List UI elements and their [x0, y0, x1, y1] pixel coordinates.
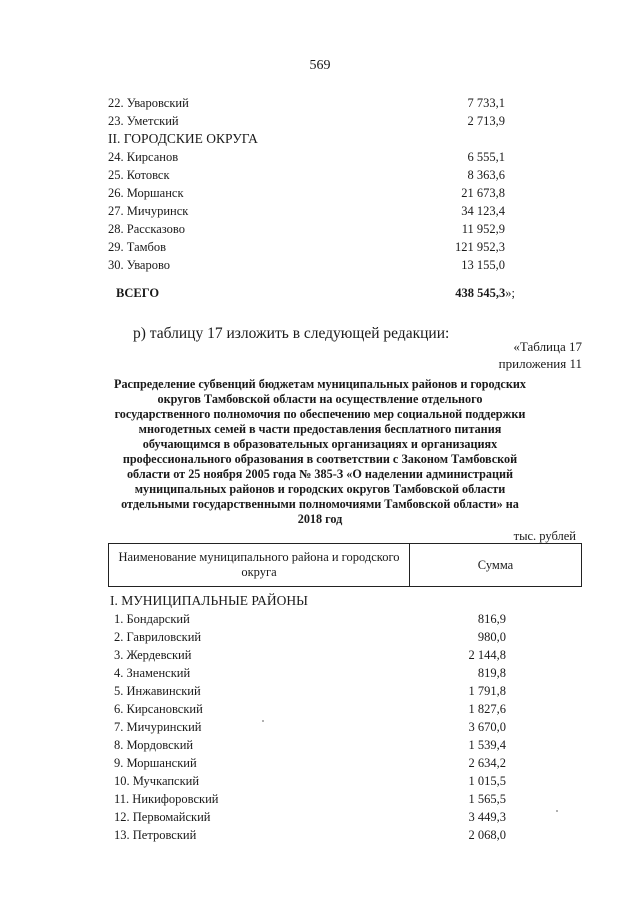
district-name: 30. Уварово [108, 258, 171, 272]
district-amount: 2 713,9 [467, 114, 505, 128]
list-item [0, 630, 640, 648]
district-amount: 7 733,1 [467, 96, 505, 110]
list-item [0, 774, 640, 792]
units-label: тыс. рублей [513, 529, 576, 543]
section-municipal-districts: I. МУНИЦИПАЛЬНЫЕ РАЙОНЫ [110, 593, 308, 608]
list-item [0, 684, 640, 702]
list-item [0, 612, 640, 630]
district-name: 7. Мичуринский [114, 720, 202, 734]
district-name: 29. Тамбов [108, 240, 167, 254]
page-number: 569 [309, 58, 331, 73]
total-label: ВСЕГО [116, 286, 160, 300]
list-item [0, 96, 640, 114]
district-amount: 1 565,5 [468, 792, 506, 806]
list-item [0, 828, 640, 846]
section-urban-districts: II. ГОРОДСКИЕ ОКРУГА [108, 131, 258, 146]
district-name: 13. Петровский [114, 828, 197, 842]
table-title: Распределение субвенций бюджетам муниципальных районов и городских округов Тамбовской области на осуществление отдельного государственного полномочия по обеспечению мер социальной поддержки многодетных семей в части предоставления бесплатного питания обучающимся в образовательных организациях и организациях профессионального образования в соответствии с Законом Тамбовской области от 25 ноября 2005 года № 385-З «О наделении администраций муниципальных районов и городских округов Тамбовской области отдельными государственными полномочиями Тамбовской области» на 2018 год [114, 377, 526, 526]
district-amount: 8 363,6 [467, 168, 505, 182]
total-value: 438 545,3»; [455, 286, 515, 300]
district-amount: 2 634,2 [468, 756, 506, 770]
district-name: 12. Первомайский [114, 810, 211, 824]
list-item [0, 186, 640, 204]
district-amount: 1 827,6 [468, 702, 506, 716]
table-reference [499, 338, 582, 372]
total-row [0, 286, 640, 304]
amendment-intro: р) таблицу 17 изложить в следующей редакции: [133, 325, 450, 342]
district-amount: 21 673,8 [461, 186, 505, 200]
district-amount: 3 449,3 [468, 810, 506, 824]
table-header-sum: Сумма [477, 557, 514, 572]
table-reference-line1: «Таблица 17 [513, 339, 582, 354]
district-name: 25. Котовск [108, 168, 170, 182]
scan-speck [262, 720, 264, 722]
district-name: 24. Кирсанов [108, 150, 179, 164]
district-name: 2. Гавриловский [114, 630, 202, 644]
district-amount: 1 539,4 [468, 738, 506, 752]
scan-speck [556, 810, 558, 812]
table-header [108, 543, 582, 587]
district-name: 26. Моршанск [108, 186, 184, 200]
list-item [0, 258, 640, 276]
district-name: 22. Уваровский [108, 96, 189, 110]
list-item [0, 720, 640, 738]
district-name: 28. Рассказово [108, 222, 185, 236]
district-amount: 980,0 [477, 630, 506, 644]
list-item [0, 702, 640, 720]
district-name: 4. Знаменский [114, 666, 191, 680]
list-item [0, 150, 640, 168]
district-amount: 816,9 [477, 612, 506, 626]
list-item [0, 738, 640, 756]
district-name: 9. Моршанский [114, 756, 197, 770]
list-item [0, 666, 640, 684]
district-amount: 11 952,9 [461, 222, 505, 236]
district-amount: 121 952,3 [455, 240, 505, 254]
list-item [0, 168, 640, 186]
district-name: 1. Бондарский [114, 612, 190, 626]
list-item [0, 222, 640, 240]
list-item [0, 756, 640, 774]
district-name: 5. Инжавинский [114, 684, 201, 698]
district-amount: 2 144,8 [468, 648, 506, 662]
district-name: 27. Мичуринск [108, 204, 189, 218]
district-amount: 34 123,4 [461, 204, 505, 218]
district-amount: 6 555,1 [467, 150, 505, 164]
district-amount: 819,8 [477, 666, 506, 680]
list-item [0, 792, 640, 810]
district-name: 3. Жердевский [114, 648, 192, 662]
list-item [0, 204, 640, 222]
list-item [0, 648, 640, 666]
district-amount: 2 068,0 [468, 828, 506, 842]
district-name: 23. Уметский [108, 114, 179, 128]
list-item [0, 240, 640, 258]
district-amount: 1 015,5 [468, 774, 506, 788]
table-header-name: Наименование муниципального района и городского округа [109, 544, 410, 586]
district-name: 11. Никифоровский [114, 792, 219, 806]
list-item [0, 114, 640, 132]
district-amount: 3 670,0 [468, 720, 506, 734]
district-amount: 1 791,8 [468, 684, 506, 698]
district-name: 6. Кирсановский [114, 702, 203, 716]
list-item [0, 810, 640, 828]
table-reference-line2: приложения 11 [498, 356, 582, 371]
district-amount: 13 155,0 [461, 258, 505, 272]
district-name: 8. Мордовский [114, 738, 194, 752]
district-name: 10. Мучкапский [114, 774, 200, 788]
